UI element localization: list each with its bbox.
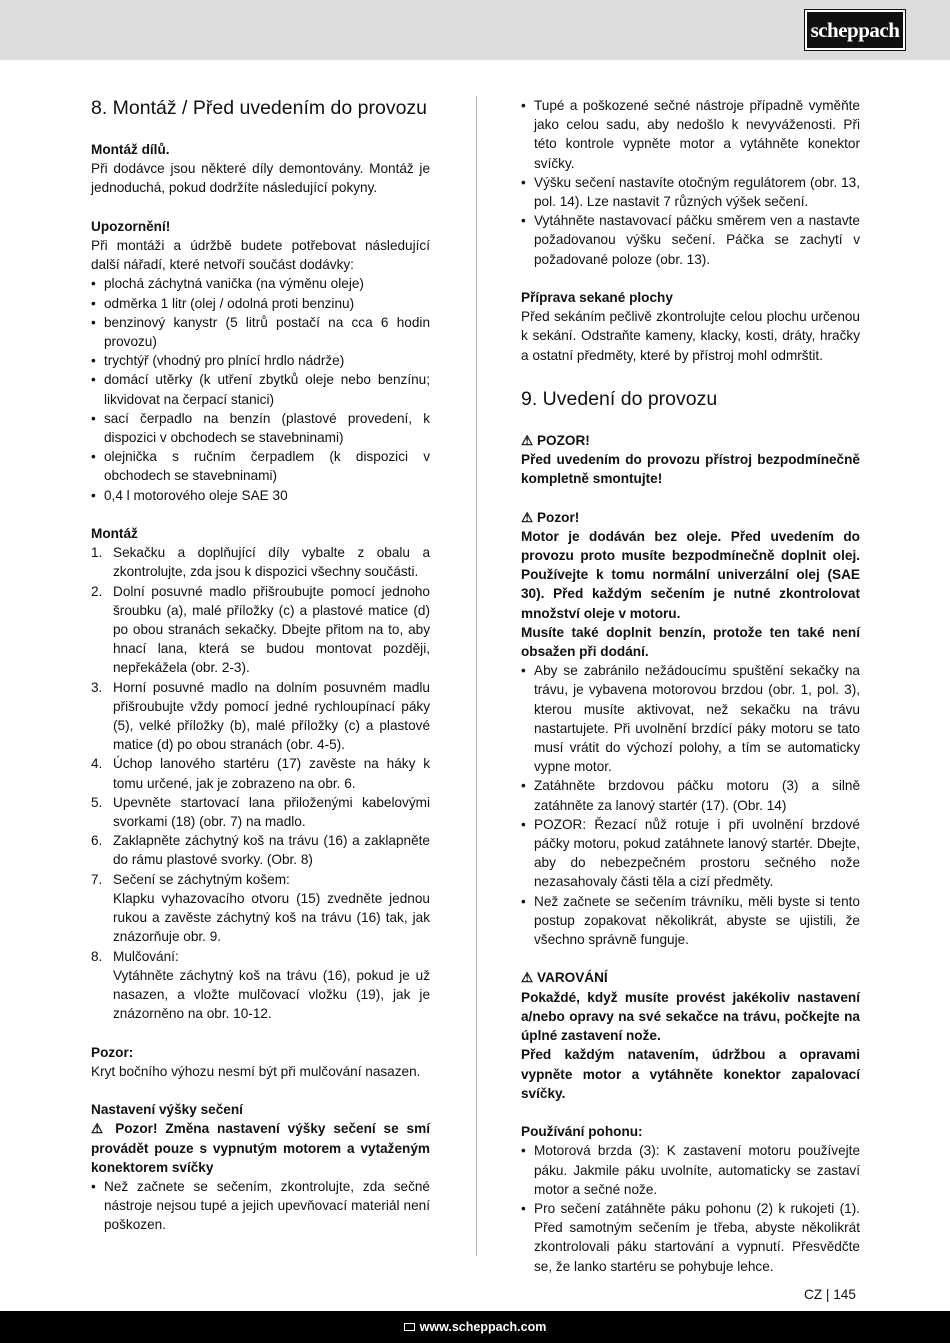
list-item: • Aby se zabránilo nežádoucímu spuštění sekačky na trávu, je vybavena motorovou brzdou (obr. 1, pol. 3), kterou musíte aktivovat, než sekačku na trávu nastartujete. Při uvolnění brzdící páky motoru se tato musí vrátit do výchozí polohy, a tím se automaticky vypne motor. <box>521 661 860 776</box>
warning-icon: ⚠ <box>521 970 534 986</box>
pozor1-heading: ⚠ POZOR! <box>521 432 590 448</box>
pozor2-text2: Musíte také doplnit benzín, protože ten také není obsažen při dodání. <box>521 624 860 660</box>
upozorneni-heading: Upozornění! <box>91 218 171 234</box>
step-item: 7. Sečení se záchytným košem: Klapku vyhazovacího otvoru (15) zvedněte jednou rukou a zavěste záchytný koš na trávu (16) tak, jak znázorňuje obr. 9. <box>91 871 430 945</box>
pozor-text: Kryt bočního výhozu nesmí být při mulčování nasazen. <box>91 1063 421 1079</box>
pozor-heading: Pozor: <box>91 1044 134 1060</box>
footer-bar <box>0 1311 950 1343</box>
page-number: CZ | 145 <box>804 1287 856 1302</box>
list-item: • Zatáhněte brzdovou páčku motoru (3) a silně zatáhněte za lanový startér (17). (Obr. 14) <box>521 776 860 814</box>
pozor2-text1: Motor je dodáván bez oleje. Před uvedením do provozu proto musíte bezpodmínečně doplnit olej. Používejte k tomu normální univerzální olej (SAE 30). Před každým sečením je nutné zkontrolovat množství oleje v motoru. <box>521 528 860 621</box>
pohon-heading: Používání pohonu: <box>521 1124 643 1140</box>
list-item: • plochá záchytná vanička (na výměnu oleje) <box>91 274 430 293</box>
section-title-8: 8. Montáž / Před uvedením do provozu <box>91 97 428 119</box>
list-item: • POZOR: Řezací nůž rotuje i při uvolnění brzdové páčky motoru, pokud zatáhnete lanový startér. Dbejte, aby do nebezpečném prostoru sečného nože nezasahovaly části těla a cizí předměty. <box>521 815 860 892</box>
tools-list <box>91 274 430 504</box>
nastaveni-warning: ⚠ Pozor! Změna nastavení výšky sečení se smí provádět pouze s vypnutým motorem a vytaženým konektorem svíčky <box>91 1121 430 1175</box>
left-column <box>91 96 430 1235</box>
list-item: • domácí utěrky (k utření zbytků oleje nebo benzínu; likvidovat na čerpací stanici) <box>91 370 430 408</box>
list-item: • trychtýř (vhodný pro plnící hrdlo nádrže) <box>91 351 430 370</box>
step-item: 4. Úchop lanového startéru (17) zavěste na háky k tomu určené, jak je zobrazeno na obr. 6. <box>91 756 430 791</box>
varovani-text2: Před každým natavením, údržbou a opravami vypněte motor a vytáhněte konektor zapalovací svíčky. <box>521 1047 860 1101</box>
column-divider <box>476 96 477 1256</box>
list-item: • Motorová brzda (3): K zastavení motoru používejte páku. Jakmile páku uvolníte, automaticky se zastaví motor a sečné nože. <box>521 1141 860 1199</box>
step-item: 3. Horní posuvné madlo na dolním posuvném madlu přišroubujte vždy pomocí jedné rychloupínací páky (5), velké příložky (b), malé příložky (c) a plastové matice (d) po obou stranách (obr. 4-5). <box>91 679 430 753</box>
warning-icon: ⚠ <box>521 509 534 525</box>
montaz-dilu-text: Při dodávce jsou některé díly demontovány. Montáž je jednoduchá, pokud dodržíte následující pokyny. <box>91 161 430 196</box>
list-item: • Než začnete se sečením trávníku, měli byste si tento postup zopakovat několikrát, abyste se ujistili, že všechno správně funguje. <box>521 892 860 950</box>
step-item: 2. Dolní posuvné madlo přišroubujte pomocí jednoho šroubku (a), malé příložky (c) a plastové matice (d) po obou stranách sekačky. Dbejte přitom na to, aby hnací lana, která se budou montovat později, nepřekážela (obr. 2-3). <box>91 583 430 676</box>
priprava-heading: Příprava sekané plochy <box>521 290 673 306</box>
pozor2-heading: ⚠ Pozor! <box>521 509 580 525</box>
montaz-dilu-heading: Montáž dílů. <box>91 142 170 157</box>
header-bar <box>0 0 950 60</box>
pozor1-text: Před uvedením do provozu přístroj bezpodmínečně kompletně smontujte! <box>521 452 860 487</box>
top-list <box>521 96 860 269</box>
step-item: 6. Zaklapněte záchytný koš na trávu (16) a zaklapněte do rámu plastové svorky. (Obr. 8) <box>91 833 430 868</box>
monitor-icon <box>404 1323 415 1331</box>
priprava-text: Před sekáním pečlivě zkontrolujte celou plochu určenou k sekání. Odstraňte kameny, klacky, kosti, dráty, hračky a ostatní předměty, které by přístroj mohl odmrštit. <box>521 309 860 363</box>
scheppach-logo: scheppach <box>805 10 905 50</box>
list-item: • Pro sečení zatáhněte páku pohonu (2) k rukojeti (1). Před samotným sečením je třeba, abyste několikrát zkontrolovali páku startování a vypnutí. Přesvědčte se, že lanko startéru se pohybuje lehce. <box>521 1199 860 1276</box>
list-item: • Vytáhněte nastavovací páčku směrem ven a nastavte požadovanou výšku sečení. Páčka se zachytí v požadované poloze (obr. 13). <box>521 211 860 269</box>
varovani-text1: Pokaždé, když musíte provést jakékoliv nastavení a/nebo opravy na své sekačce na trávu, počkejte na úplné zastavení nože. <box>521 989 860 1044</box>
section-title-9: 9. Uvedení do provozu <box>521 387 718 410</box>
list-item: • Než začnete se sečením, zkontrolujte, zda sečné nástroje nejsou tupé a jejich upevňovací materiál není poškozen. <box>91 1177 430 1235</box>
list-item: • 0,4 l motorového oleje SAE 30 <box>91 486 430 505</box>
pohon-list <box>521 1141 860 1275</box>
nastaveni-list <box>91 1177 430 1235</box>
nastaveni-heading: Nastavení výšky sečení <box>91 1102 243 1118</box>
list-item: • Tupé a poškozené sečné nástroje případně vyměňte jako celou sadu, aby nedošlo k nevyváženosti. Při této kontrole vypněte motor a vytáhněte konektor svíčky. <box>521 96 860 173</box>
list-item: • olejnička s ručním čerpadlem (k dispozici v obchodech se stavebninami) <box>91 447 430 485</box>
right-column <box>521 96 860 1276</box>
warning-icon: ⚠ <box>521 432 534 448</box>
montaz-heading: Montáž <box>91 526 138 542</box>
footer-url[interactable]: www.scheppach.com <box>419 1320 547 1334</box>
step-item: 8. Mulčování: Vytáhněte záchytný koš na trávu (16), pokud je už nasazen, a vložte mulčovací vložku (19), jak je znázorněno na obr. 10-12. <box>91 948 430 1022</box>
step-item: 1. Sekačku a doplňující díly vybalte z obalu a zkontrolujte, zda jsou k dispozici všechny součásti. <box>91 545 430 580</box>
montaz-steps <box>91 543 430 1023</box>
pozor2-list <box>521 661 860 949</box>
varovani-heading: ⚠ VAROVÁNÍ <box>521 970 608 986</box>
list-item: • sací čerpadlo na benzín (plastové provedení, k dispozici v obchodech se stavebninami) <box>91 409 430 447</box>
upozorneni-text: Při montáži a údržbě budete potřebovat následující další nářadí, které netvoří součást dodávky: <box>91 238 430 273</box>
warning-icon: ⚠ <box>91 1121 108 1137</box>
list-item: • Výšku sečení nastavíte otočným regulátorem (obr. 13, pol. 14). Lze nastavit 7 různých výšek sečení. <box>521 173 860 211</box>
list-item: • odměrka 1 litr (olej / odolná proti benzinu) <box>91 294 430 313</box>
list-item: • benzinový kanystr (5 litrů postačí na cca 6 hodin provozu) <box>91 313 430 351</box>
step-item: 5. Upevněte startovací lana přiloženými kabelovými svorkami (18) (obr. 7) na madlo. <box>91 794 430 830</box>
